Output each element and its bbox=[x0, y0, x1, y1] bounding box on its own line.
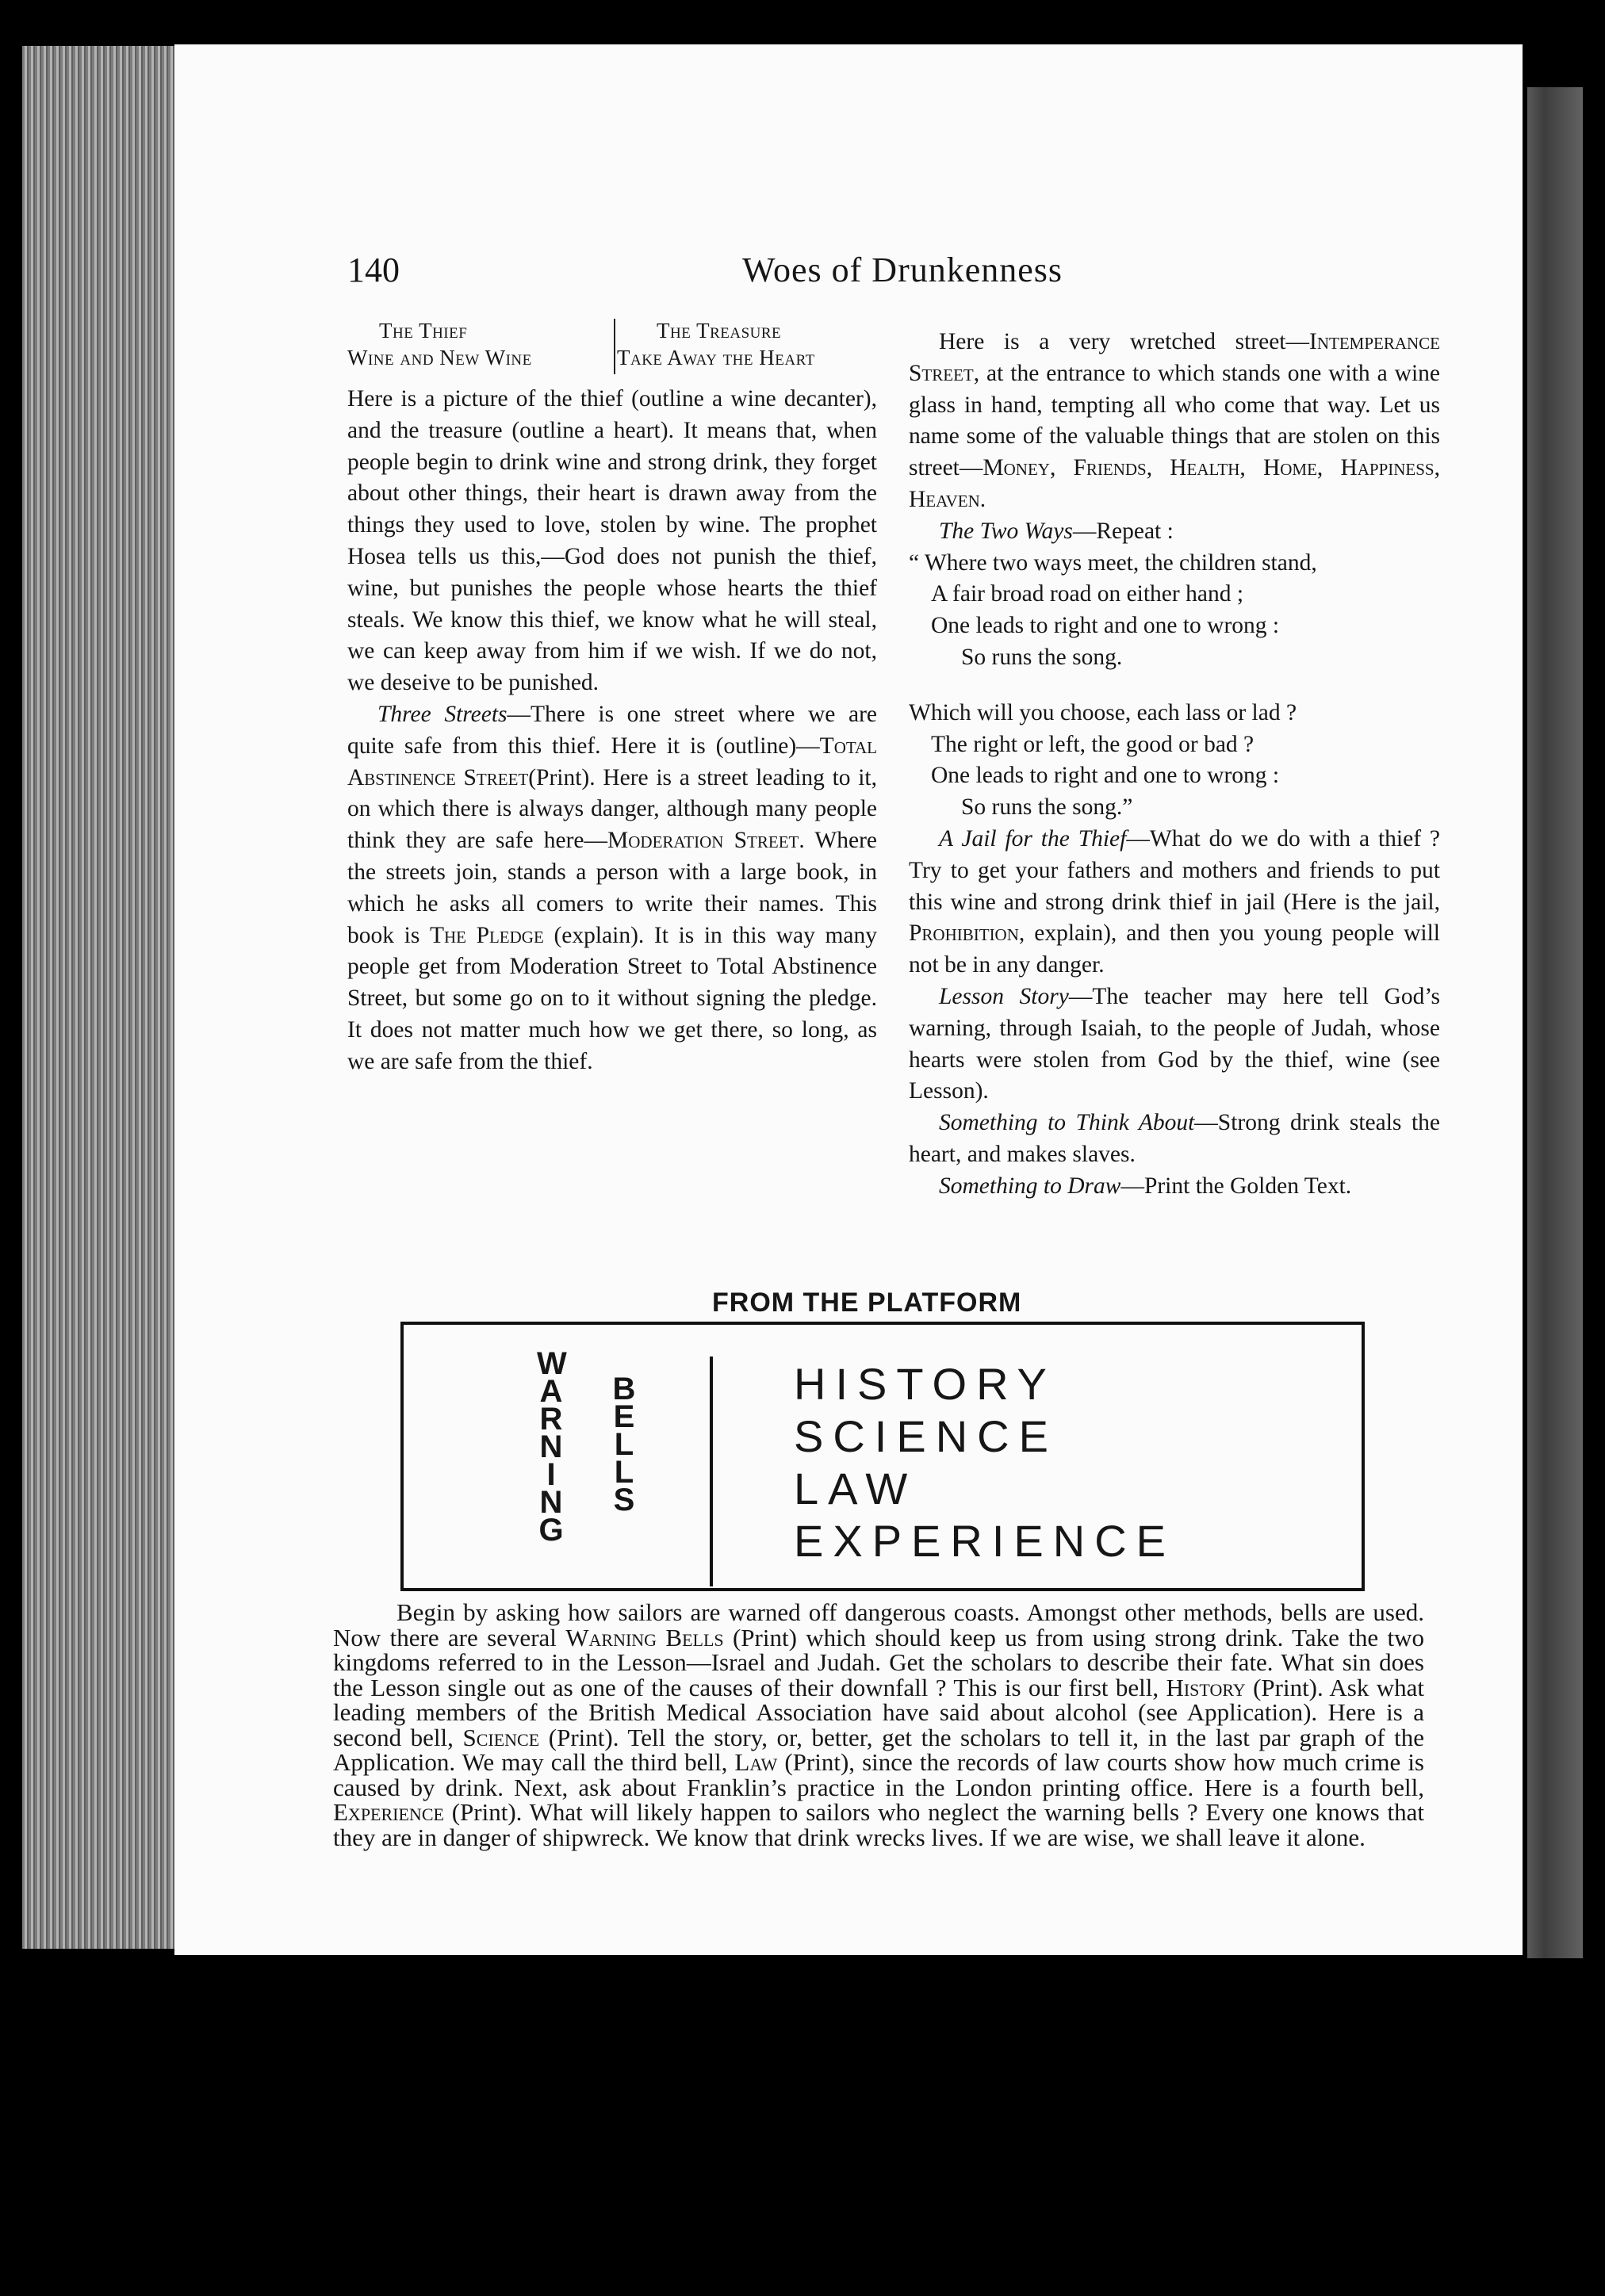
platform-bell-list bbox=[794, 1358, 1175, 1567]
two-ways-intro: The Two Ways—Repeat : bbox=[939, 518, 1174, 544]
two-ways-label: The Two Ways bbox=[939, 518, 1073, 544]
vertical-word-warning bbox=[537, 1346, 567, 1548]
head-thief-sub: Wine and New Wine bbox=[347, 346, 532, 369]
letter: L bbox=[614, 1427, 634, 1462]
lesson-story-label: Lesson Story bbox=[939, 983, 1069, 1009]
science-term: Science bbox=[462, 1723, 540, 1751]
bell-experience: EXPERIENCE bbox=[794, 1516, 1175, 1566]
head-thief: The Thief bbox=[379, 319, 468, 342]
letter: B bbox=[612, 1372, 636, 1406]
platform-paragraph: Begin by asking how sailors are warned off dangerous coasts. Amongst other methods, bells are used. Now there are several Warning Bells (Print) which should keep us from using strong drink. Take the two kingdoms referred to in the Lesson—Israel and Judah. Get the scholars to describe their fate. What sin does the Lesson single out as one of the causes of their downfall ? This is our first bell, History (Print). Ask what leading members of the British Medical Association have said about alcohol (see Application). Here is a second bell, Science (Print). Tell the story, or, better, get the scholars to tell it, in the last par graph of the Application. We may call the third bell, Law (Print), since the records of law courts show how much crime is caused by drink. Next, ask about Franklin’s practice in the London printing office. Here is a fourth bell, Experience (Print). What will likely happen to sailors who neglect the warning bells ? Every one knows that they are in danger of shipwreck. We know that drink wrecks lives. If we are wise, we shall leave it alone. bbox=[333, 1598, 1424, 1851]
bell-law: LAW bbox=[794, 1464, 917, 1513]
head-divider bbox=[614, 319, 615, 374]
letter: L bbox=[614, 1455, 634, 1490]
thief-treasure-paragraph: Here is a picture of the thief (outline a wine decanter), and the treasure (outline a heart). It means that, when people begin to drink wine and strong drink, they forget about other things, their heart is drawn away from the things they used to love, stolen by wine. The prophet Hosea tells us this,—God does not punish the thief, wine, but punishes the people whose hearts the thief steals. We know this thief, we know what he will steal, we can keep away from him if we wish. If we do not, we deseive to be punished. bbox=[347, 386, 877, 696]
page-title: Woes of Drunkenness bbox=[742, 251, 1063, 289]
poem-line: One leads to right and one to wrong : bbox=[931, 763, 1280, 789]
moderation-street: Moderation Street bbox=[607, 828, 799, 854]
platform-diagram bbox=[400, 1322, 1365, 1591]
three-streets-paragraph: Three Streets—There is one street where we are quite safe from this thief. Here it is (outline)—Total Abstinence Street(Print). Here is a street leading to it, on which there is always danger, although many people think they are safe here—Moderation Street. Where the streets join, stands a person with a large book, in which he asks all comers to write their names. This book is The Pledge (explain). It is in this way many people get from Moderation Street to Total Abstinence Street, but some go on to it without signing the pledge. It does not matter much how we get there, so long, as we are safe from the thief. bbox=[347, 701, 878, 1074]
history-term: History bbox=[1166, 1673, 1246, 1701]
poem-line: A fair broad road on either hand ; bbox=[931, 581, 1244, 607]
letter: N bbox=[539, 1429, 563, 1464]
column-heads bbox=[347, 317, 877, 384]
poem-line: The right or left, the good or bad ? bbox=[931, 731, 1255, 757]
letter: R bbox=[539, 1402, 563, 1437]
facing-page-edge bbox=[1527, 87, 1583, 1958]
poem-line: One leads to right and one to wrong : bbox=[931, 613, 1280, 639]
experience-term: Experience bbox=[333, 1798, 444, 1826]
letter: I bbox=[546, 1457, 556, 1492]
three-streets-label: Three Streets bbox=[377, 701, 508, 727]
law-term: Law bbox=[734, 1748, 778, 1776]
running-head bbox=[347, 250, 1505, 297]
jail-paragraph: A Jail for the Thief—What do we do with a thief ? Try to get your fathers and mothers and friends to put this wine and strong drink thief in jail (Here is the jail, Prohibition, explain), and then you young people will not be in any danger. bbox=[909, 825, 1440, 978]
poem-line: So runs the song.” bbox=[961, 794, 1133, 821]
stolen-things-list: Money, Friends, Health, Home, Happiness, Heaven bbox=[909, 455, 1440, 512]
bell-science: SCIENCE bbox=[794, 1411, 1058, 1461]
right-column bbox=[909, 327, 1440, 1203]
intemperance-paragraph: Here is a very wretched street—Intemperance Street, at the entrance to which stands one with a wine glass in hand, tempting all who come that way. Let us name some of the valuable things that are stolen on this street—Money, Friends, Health, Home, Happiness, Heaven. bbox=[909, 329, 1440, 512]
poem-line: “ Where two ways meet, the children stand, bbox=[909, 549, 1317, 576]
poem bbox=[909, 548, 1440, 824]
head-treasure: The Treasure bbox=[657, 319, 782, 342]
platform-heading: FROM THE PLATFORM bbox=[712, 1288, 1022, 1318]
left-column bbox=[347, 317, 877, 1078]
letter: W bbox=[537, 1346, 567, 1381]
think-about-label: Something to Think About bbox=[939, 1110, 1195, 1136]
lesson-story-paragraph: Lesson Story—The teacher may here tell God’s warning, through Isaiah, to the people of Judah, whose hearts were stolen from God by the thief, wine (see Lesson). bbox=[909, 983, 1440, 1104]
letter: A bbox=[539, 1374, 563, 1409]
book-page-edges bbox=[22, 46, 189, 1949]
poem-line: So runs the song. bbox=[961, 644, 1123, 670]
vertical-word-bells bbox=[610, 1372, 638, 1517]
draw-paragraph: Something to Draw—Print the Golden Text. bbox=[939, 1173, 1352, 1199]
head-treasure-sub: Take Away the Heart bbox=[617, 346, 815, 369]
total-abstinence-street: Total Abstinence Street bbox=[347, 733, 877, 790]
poem-line: Which will you choose, each lass or lad ? bbox=[909, 699, 1297, 725]
letter: E bbox=[613, 1399, 635, 1434]
letter: N bbox=[539, 1485, 563, 1520]
letter: G bbox=[538, 1513, 564, 1548]
bell-history: HISTORY bbox=[794, 1359, 1056, 1409]
draw-label: Something to Draw bbox=[939, 1173, 1121, 1199]
intemperance-street: Intemperance Street bbox=[909, 329, 1440, 386]
prohibition: Prohibition bbox=[909, 920, 1019, 947]
jail-label: A Jail for the Thief bbox=[939, 825, 1127, 851]
platform-divider bbox=[710, 1357, 713, 1586]
think-about-paragraph: Something to Think About—Strong drink steals the heart, and makes slaves. bbox=[909, 1110, 1440, 1167]
the-pledge: The Pledge bbox=[429, 922, 544, 948]
warning-bells: Warning Bells bbox=[565, 1623, 724, 1651]
letter: S bbox=[613, 1483, 635, 1517]
page-number: 140 bbox=[347, 251, 400, 289]
